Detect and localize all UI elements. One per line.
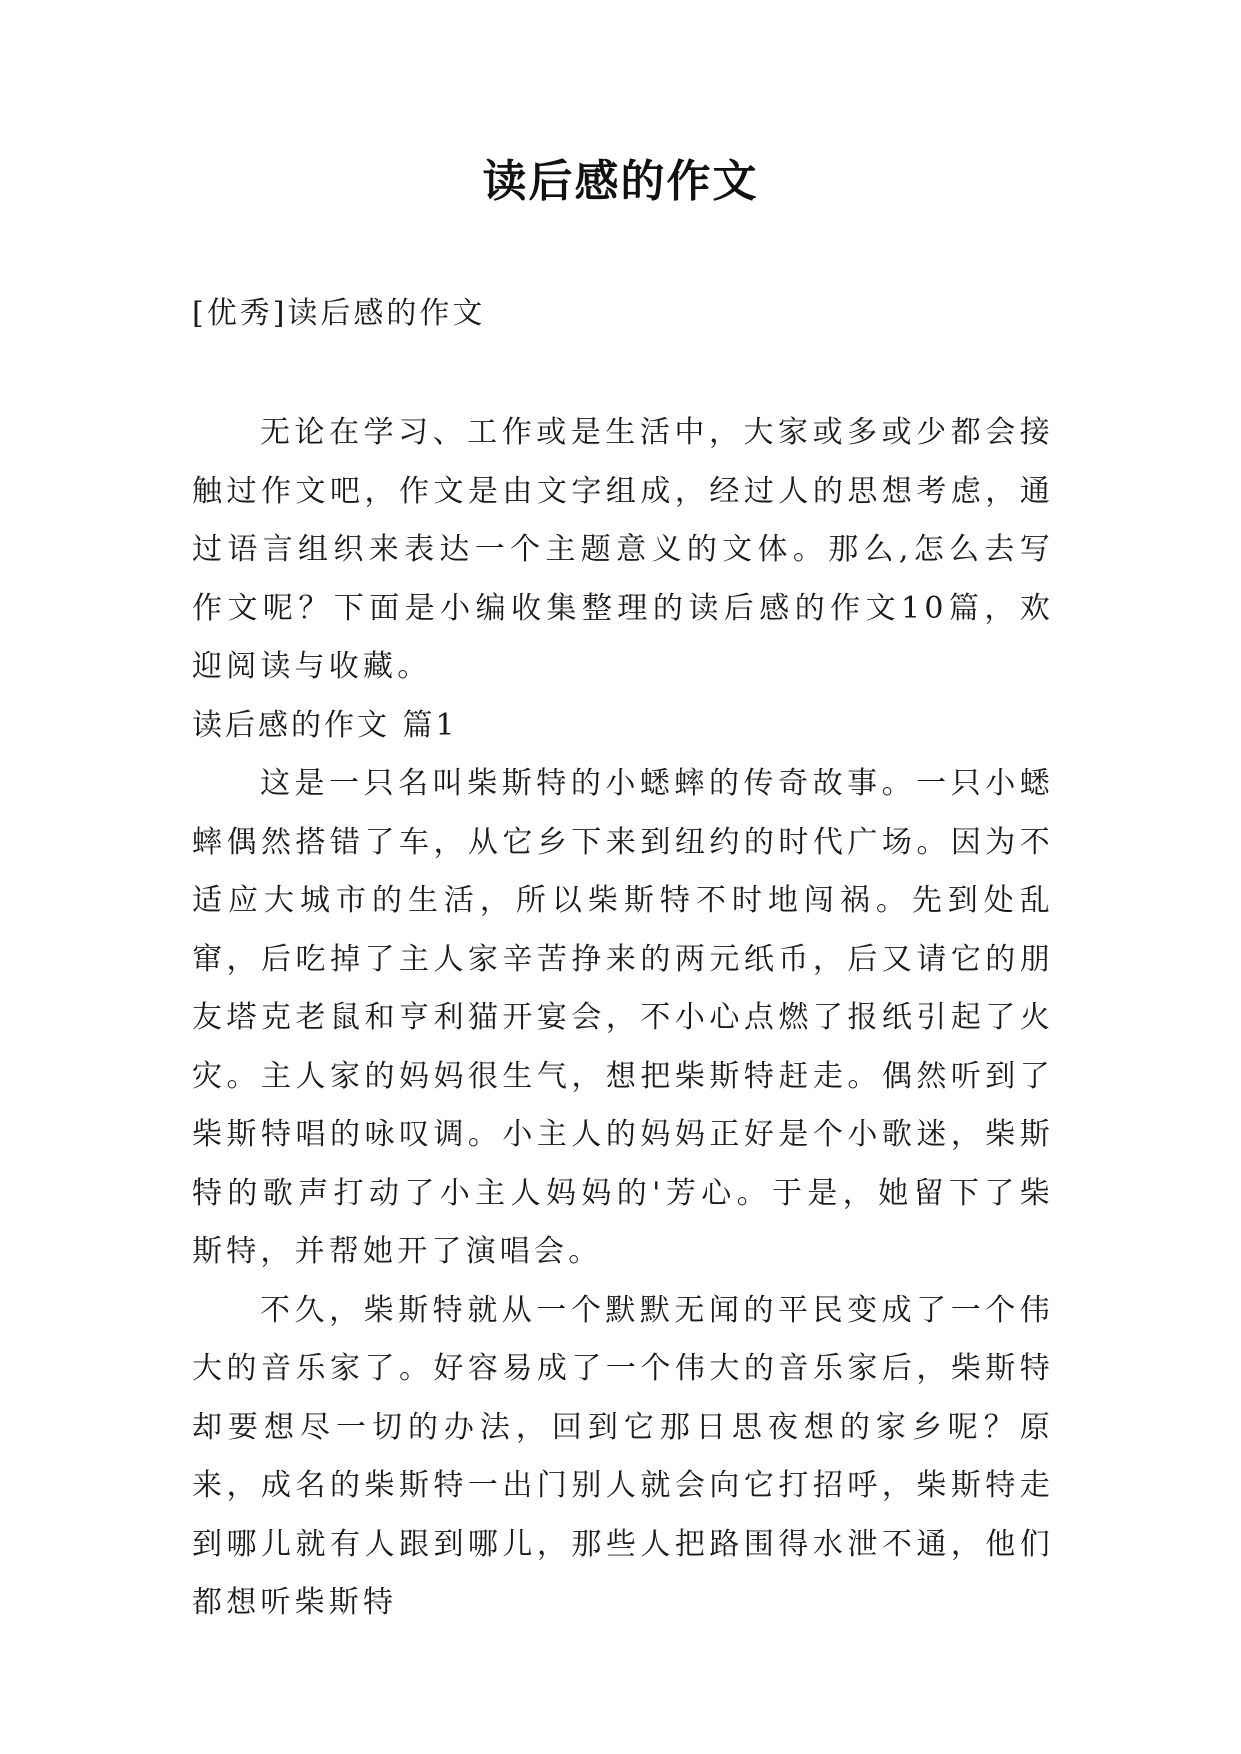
body-paragraph-2: 不久，柴斯特就从一个默默无闻的平民变成了一个伟大的音乐家了。好容易成了一个伟大的音乐家后，柴斯特却要想尽一切的办法，回到它那日思夜想的家乡呢？原来，成名的柴斯特一出门别人就会向它打招呼，柴斯特走到哪儿就有人跟到哪儿，那些人把路围得水泄不通，他们都想听柴斯特: [192, 1292, 1054, 1620]
document-subtitle: [优秀]读后感的作文: [192, 296, 486, 331]
section-heading: 读后感的作文 篇1: [192, 707, 458, 743]
document-body: [192, 404, 1054, 1633]
document-title: 读后感的作文: [482, 156, 759, 207]
body-paragraph-1: 这是一只名叫柴斯特的小蟋蟀的传奇故事。一只小蟋蟀偶然搭错了车，从它乡下来到纽约的时代广场。因为不适应大城市的生活，所以柴斯特不时地闯祸。先到处乱窜，后吃掉了主人家辛苦挣来的两元纸币，后又请它的朋友塔克老鼠和亨利猫开宴会，不小心点燃了报纸引起了火灾。主人家的妈妈很生气，想把柴斯特赶走。偶然听到了柴斯特唱的咏叹调。小主人的妈妈正好是个小歌迷，柴斯特的歌声打动了小主人妈妈的'芳心。于是，她留下了柴斯特，并帮她开了演唱会。: [192, 766, 1054, 1269]
intro-paragraph: 无论在学习、工作或是生活中，大家或多或少都会接触过作文吧，作文是由文字组成，经过人的思想考虑，通过语言组织来表达一个主题意义的文体。那么,怎么去写作文呢？下面是小编收集整理的读后感的作文10篇，欢迎阅读与收藏。: [192, 415, 1054, 684]
